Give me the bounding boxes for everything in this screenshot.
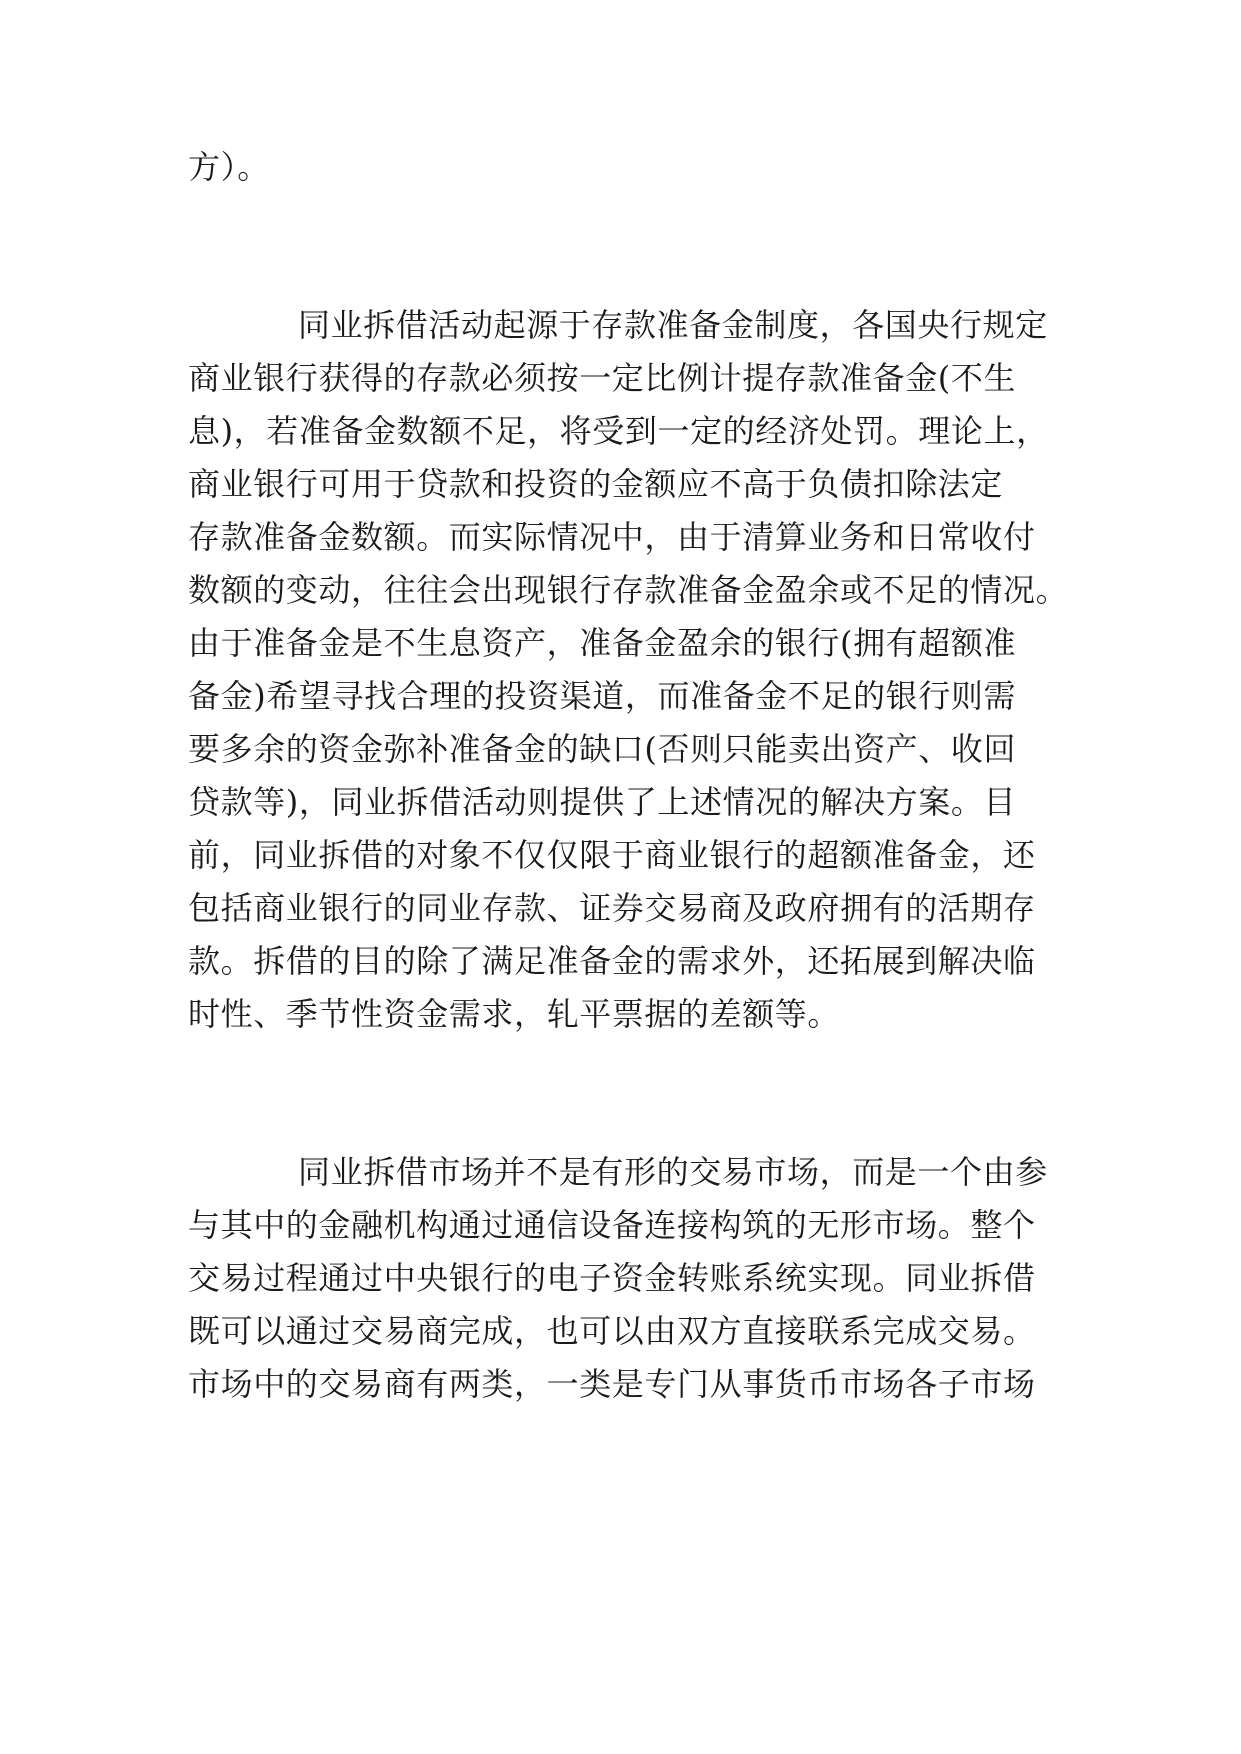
text-line: 包括商业银行的同业存款、证券交易商及政府拥有的活期存 [188, 889, 1036, 927]
text-line: 商业银行获得的存款必须按一定比例计提存款准备金(不生 [188, 359, 1017, 397]
text-line: 备金)希望寻找合理的投资渠道，而准备金不足的银行则需 [188, 677, 1017, 715]
text-line: 交易过程通过中央银行的电子资金转账系统实现。同业拆借 [188, 1259, 1036, 1297]
text-line: 市场中的交易商有两类，一类是专门从事货币市场各子市场 [188, 1365, 1036, 1403]
text-line: 同业拆借市场并不是有形的交易市场，而是一个由参 [298, 1153, 1048, 1191]
fragment-line: 方）。 [188, 148, 270, 186]
text-line: 由于准备金是不生息资产，准备金盈余的银行(拥有超额准 [188, 624, 1017, 662]
text-line: 既可以通过交易商完成，也可以由双方直接联系完成交易。 [188, 1312, 1036, 1350]
text-line: 息)，若准备金数额不足，将受到一定的经济处罚。理论上， [188, 412, 1049, 450]
text-line: 同业拆借活动起源于存款准备金制度，各国央行规定 [298, 306, 1048, 344]
text-line: 与其中的金融机构通过通信设备连接构筑的无形市场。整个 [188, 1206, 1036, 1244]
text-line: 商业银行可用于贷款和投资的金额应不高于负债扣除法定 [188, 465, 1004, 503]
text-line: 要多余的资金弥补准备金的缺口(否则只能卖出资产、收回 [188, 730, 1017, 768]
text-line: 存款准备金数额。而实际情况中，由于清算业务和日常收付 [188, 518, 1036, 556]
text-line: 时性、季节性资金需求，轧平票据的差额等。 [188, 995, 841, 1033]
text-line: 数额的变动，往往会出现银行存款准备金盈余或不足的情况。 [188, 571, 1069, 609]
text-line: 前，同业拆借的对象不仅仅限于商业银行的超额准备金，还 [188, 836, 1036, 874]
text-line: 贷款等)，同业拆借活动则提供了上述情况的解决方案。目 [188, 783, 1017, 821]
text-line: 款。拆借的目的除了满足准备金的需求外，还拓展到解决临 [188, 942, 1036, 980]
